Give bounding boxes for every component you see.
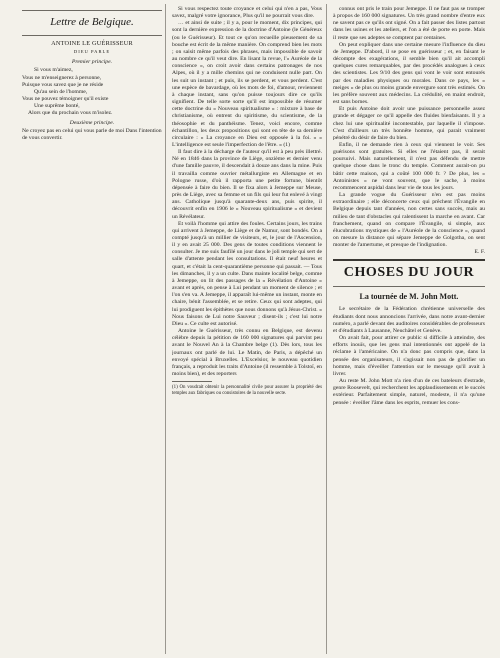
- column-3: [333, 6, 485, 654]
- divider: [22, 10, 162, 11]
- verse-line: Alors que du prochain vous m'isolez.: [28, 110, 113, 117]
- paragraph: On peut expliquer dans une certaine mesure l'influence du dieu de Jemeppe. D'abord, il se pose en guérisseur ; et, en faisant le décompte des exagérations, il semble bien qu'il ait accompli quelques cures remarquables, par des procédés analogues à ceux des scientistes. Les 9/10 des gens qui vont le voir sont entourés par des maladies physiques ou morales. Dans ce pays, les « meiges » de plus ou moins grande envergure sont très estimés. On les préfère souvent aux médecins. La crédulité, en maint endroit, est sans bornes.: [333, 41, 485, 106]
- paragraph: On avait fait, pour attirer ce public si difficile à atteindre, des efforts inouïs, que les gens mal intentionnés ont appelé de la réclame à l'américaine. On n'a donc pas compris que, dans la pensée des organisateurs, il s'agissait non pas de glorifier un homme, mais d'éveiller l'attention sur le message qu'il avait à livrer.: [333, 335, 485, 377]
- author-name: ANTOINE LE GUÉRISSEUR: [51, 40, 133, 47]
- paragraph: Et voilà l'homme qui attire des foules. Certains jours, les trains qui arrivent à Jemeppe, de Liège et de Namur, sont bondés. On a compté jusqu'à un millier de visiteurs, et, le jour de l'Ascension, il y en avait 25 000. Des gens de toutes conditions viennent le consulter. Je me suis faufilé un jour dans le joli temple qui sert de salle d'attente pendant les consultations. Il était neuf heures et quart, et c'était la cent-quarantième personne qui passait. — Tous les dimanches, il y a un culte. Dans mainte localité belge, comme à Jemeppe, on lit des passages de la « Révélation d'Antoine » avant et après, on pense à Lui pendant un moment de silence ; et l'on s'en va. A Jemeppe, il apparaît lui-même un instant, monte en chaire, bénit l'assemblée, et se retire. Ceux qui sont adeptes, qui lui prodiguent les épithètes que nous donnons qu'à Jésus-Christ. « Nous faisons de Lui notre Sauveur ; disent-ils ; c'est lui notre Dieu ». Ce culte est autorisé.: [172, 220, 322, 327]
- footnote-rule: [172, 381, 212, 382]
- section-title: CHOSES DU JOUR: [343, 265, 475, 281]
- paragraph: Il faut dire à la décharge de l'auteur qu'il est à peu près illettré. Né en 1846 dans la province de Liège, onzième et dernier venu d'une famille pauvre, il descendait à douze ans dans la mine. Puis il travailla comme ouvrier métallurgiste en Allemagne et en Pologne russe, d'où il rapporta une petite fortune, bientôt dépensée à faire du bien. Il se fixa alors à Jemeppe sur Meuse, près de Liège, avec sa femme et un fils qui leur fut enlevé à vingt ans. Catholique jusqu'à quarante-deux ans, puis spirite, il découvrit enfin en 1906 le « Nouveau spiritualisme » et devient un Révélateur.: [172, 149, 322, 220]
- column-2: [172, 6, 322, 654]
- paragraph: … et ainsi de suite ; il y a, pour le moment, dix principes, qui sont la dernière expression de la doctrine d'Antoine (le Généreux (ou le Guérisseur). Et tout ce qu'on recueille pieusement de sa bouche est écrit de la même manière. On comprend bien les mots ; on saisit même parfois des phrases, mais impossible de savoir au nombre ce qu'il veut dire. En lisant la revue, l'« Auréole de la conscience », on croit avoir dans certains patronages de nos Alpes, où il y a mille chemins qui ne conduisent nulle part. On les suit un instant ; et puis, ils se perdent, et vous perdent. C'est une espèce de bavardage, où les mots de foi, d'amour, reviennent à chaque instant, sans qu'on puisse toujours dire ce qu'ils signifient. De telle sorte sorte qu'il est impossible de résumer cette doctrine du « Nouveau spiritualisme » : mixture à base de christianisme, où entrent du spiritisme, du scientisme, de la théosophie et du panthéisme. Tenez, voici encore, comme échantillon, les deux propositions qui sont en tête de sa dernière circulaire : « La croyance en Dieu est opposée à la foi. » « L'intelligence est seule l'imperfection de l'être. » (1): [172, 20, 322, 148]
- column-rule: [326, 4, 327, 654]
- paragraph: La grande vogue du Guérisseur n'en est pas moins extraordinaire ; elle déconcerte ceux qui prêchent l'Évangile en Belgique depuis tant d'années, non certes sans succès, mais au milieu de tant d'obstacles qui ralentissent la marche en avant. Car franchement, quand on compare l'Évangile, si simple, aux élucubrations mystiques de « l'Auréole de la conscience », quand on mesure la distance qui sépare Jemeppe de Golgotha, on sent monter de l'amertume, et presque de l'indignation.: [333, 192, 485, 249]
- column-rule: [165, 4, 166, 654]
- principle-label: Premier principe.: [71, 59, 113, 66]
- byline: DIEU PARLE: [73, 49, 111, 55]
- divider: [333, 259, 485, 261]
- verse-line: Si vous m'aimez,: [34, 67, 73, 74]
- divider: [22, 35, 162, 36]
- paragraph: Au reste M. John Mott n'a rien d'un de ces bateleurs d'estrade, genre Roosevelt, qui recherchent les applaudissements et le succès extérieur. Parfaitement simple, naturel, modeste, il n'a qu'une pensée : éveiller l'âme dans les esprits, remuer les cons-: [333, 378, 485, 406]
- paragraph: Si vous respectez toute croyance et celui qui n'en a pas, Vous savez, malgré votre ignorance, Plus qu'il ne pourrait vous dire.: [172, 6, 322, 20]
- article-title: Lettre de Belgique.: [50, 16, 134, 28]
- footnote: (1) On voudrait obtenir la personnalité civile pour assurer la propriété des temples aux fabriques ou consistoires de la nouvelle secte.: [172, 385, 322, 397]
- paragraph: Le secrétaire de la Fédération chrétienne universelle des étudiants dont nous annoncions l'arrivée, dans notre avant-dernier numéro, a parlé devant des auditoires considérables de professeurs et d'étudiants à Lausanne, Neuchâtel et Genève.: [333, 306, 485, 334]
- column-1: [22, 6, 162, 142]
- verse-line: Puisque vous savez que je ne réside: [22, 81, 104, 88]
- verse-line: Vous ne pouvez témoigner qu'il existe: [22, 96, 109, 103]
- verse-line: Une suprême bonté,: [34, 103, 80, 110]
- divider: [333, 286, 485, 287]
- verse-text: Ne croyez pas en celui qui vous parle de moi Dans l'intention de vous convertir.: [22, 127, 162, 141]
- principle-label: Deuxième principe.: [69, 119, 115, 126]
- paragraph: Et puis Antoine doit avoir une puissance personnelle assez grande et dégager ce qu'il appelle des fluides bienfaisants. Il y a chez lui une spiritualité incontestable, par laquelle il s'impose. C'est d'ailleurs un très honnête homme, qui parait vraiment pénétré du désir de faire du bien.: [333, 106, 485, 141]
- paragraph: Antoine le Guérisseur, très connu en Belgique, est devenu célèbre depuis la pétition de 160 000 signatures qui parvint peu avant le Nouvel An à la Chambre belge (1). Dès lors, tous les journaux ont parlé de lui. Le Matin, de Paris, a dépêché un envoyé spécial à Bruxelles. L'Excelsior, le nouveau quotidien français, a reproduit les traits d'Antoine (il ressemble à Tolstoï, en moins bien), et des reporters: [172, 328, 322, 377]
- signature: E. F.: [474, 249, 485, 256]
- verse-line: Vous ne m'enseignerez à personne,: [22, 74, 102, 81]
- paragraph: Enfin, il ne demande rien à ceux qui viennent le voir. Ses guérisons sont gratuites. Si elles ne l'étaient pas, il serait poursuivi. Mais naturellement, il n'est pas défendu de mettre quelque chose dans le tronc du temple. Comment aurait-on pu bâtir cette maison, qui a coûté 100 000 fr. ? De plus, les « Antoinistes » ne vont souvent, que le sache, à moins recommencent aspidal dans leur vie de tous les jours.: [333, 141, 485, 191]
- article-title: La tournée de M. John Mott.: [359, 292, 459, 302]
- verse-line: Qu'au sein de l'homme,: [34, 88, 88, 95]
- paragraph: connus ont pris le train pour Jemeppe. Il ne faut pas se tromper à propos de 160 000 signatures. Un très grand nombre d'entre eux ne savent pas ce qu'ils ont signé. On a fait passer des listes partout dans les usines et les ateliers, et l'on a été de porte en porte. Mais il reste que ses adeptes se comptent par centaines.: [333, 6, 485, 41]
